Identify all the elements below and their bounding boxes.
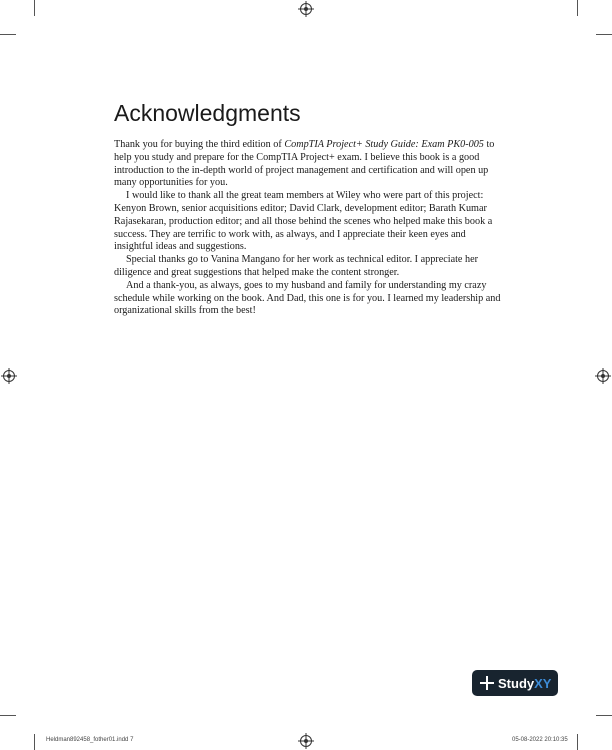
footer-timestamp: 05-08-2022 20:10:35: [512, 737, 568, 743]
paragraph: Special thanks go to Vanina Mangano for her work as technical editor. I appreciate her diligence and great suggestions that helped make the content stronger.: [114, 254, 479, 278]
crop-mark: [0, 715, 16, 716]
crop-mark: [577, 0, 578, 16]
crop-mark: [34, 734, 35, 750]
badge-label-xy: XY: [534, 675, 552, 691]
crop-mark: [577, 734, 578, 750]
paragraph: Thank you for buying the third edition of CompTIA Project+ Study Guide: Exam PK0-005 to help you study and prepare for the CompTIA Project+ exam. I believe this book is a good introduction to the in-depth world of project management and certification and will open up many opportunities for you.: [114, 139, 495, 189]
page-title: Acknowledgments: [114, 100, 301, 126]
registration-mark-icon: [3, 370, 15, 382]
crop-mark: [596, 715, 612, 716]
crop-mark: [0, 34, 16, 35]
crop-mark: [596, 34, 612, 35]
footer-filename: Heldman892458_fother01.indd 7: [46, 737, 134, 743]
studyxy-badge: [472, 670, 558, 696]
plus-icon: [480, 676, 494, 690]
book-title: CompTIA Project+ Study Guide: Exam PK0-005: [284, 139, 484, 150]
badge-label-study: Study: [498, 675, 535, 691]
registration-mark-icon: [300, 3, 312, 15]
body-text: [114, 139, 506, 318]
crop-mark: [34, 0, 35, 16]
registration-mark-icon: [597, 370, 609, 382]
paragraph: I would like to thank all the great team members at Wiley who were part of this project: Kenyon Brown, senior acquisitions editor; David Clark, development editor; Barath Kumar Rajasekaran, production editor; and all those behind the scenes who helped make this book a success. They are terrific to work with, as always, and I appreciate their keen eyes and insightful ideas and suggestions.: [114, 190, 493, 253]
paragraph: And a thank-you, as always, goes to my husband and family for understanding my crazy schedule while working on the book. And Dad, this one is for you. I learned my leadership and organizational skills from the best!: [114, 279, 501, 317]
registration-mark-icon: [300, 735, 312, 747]
